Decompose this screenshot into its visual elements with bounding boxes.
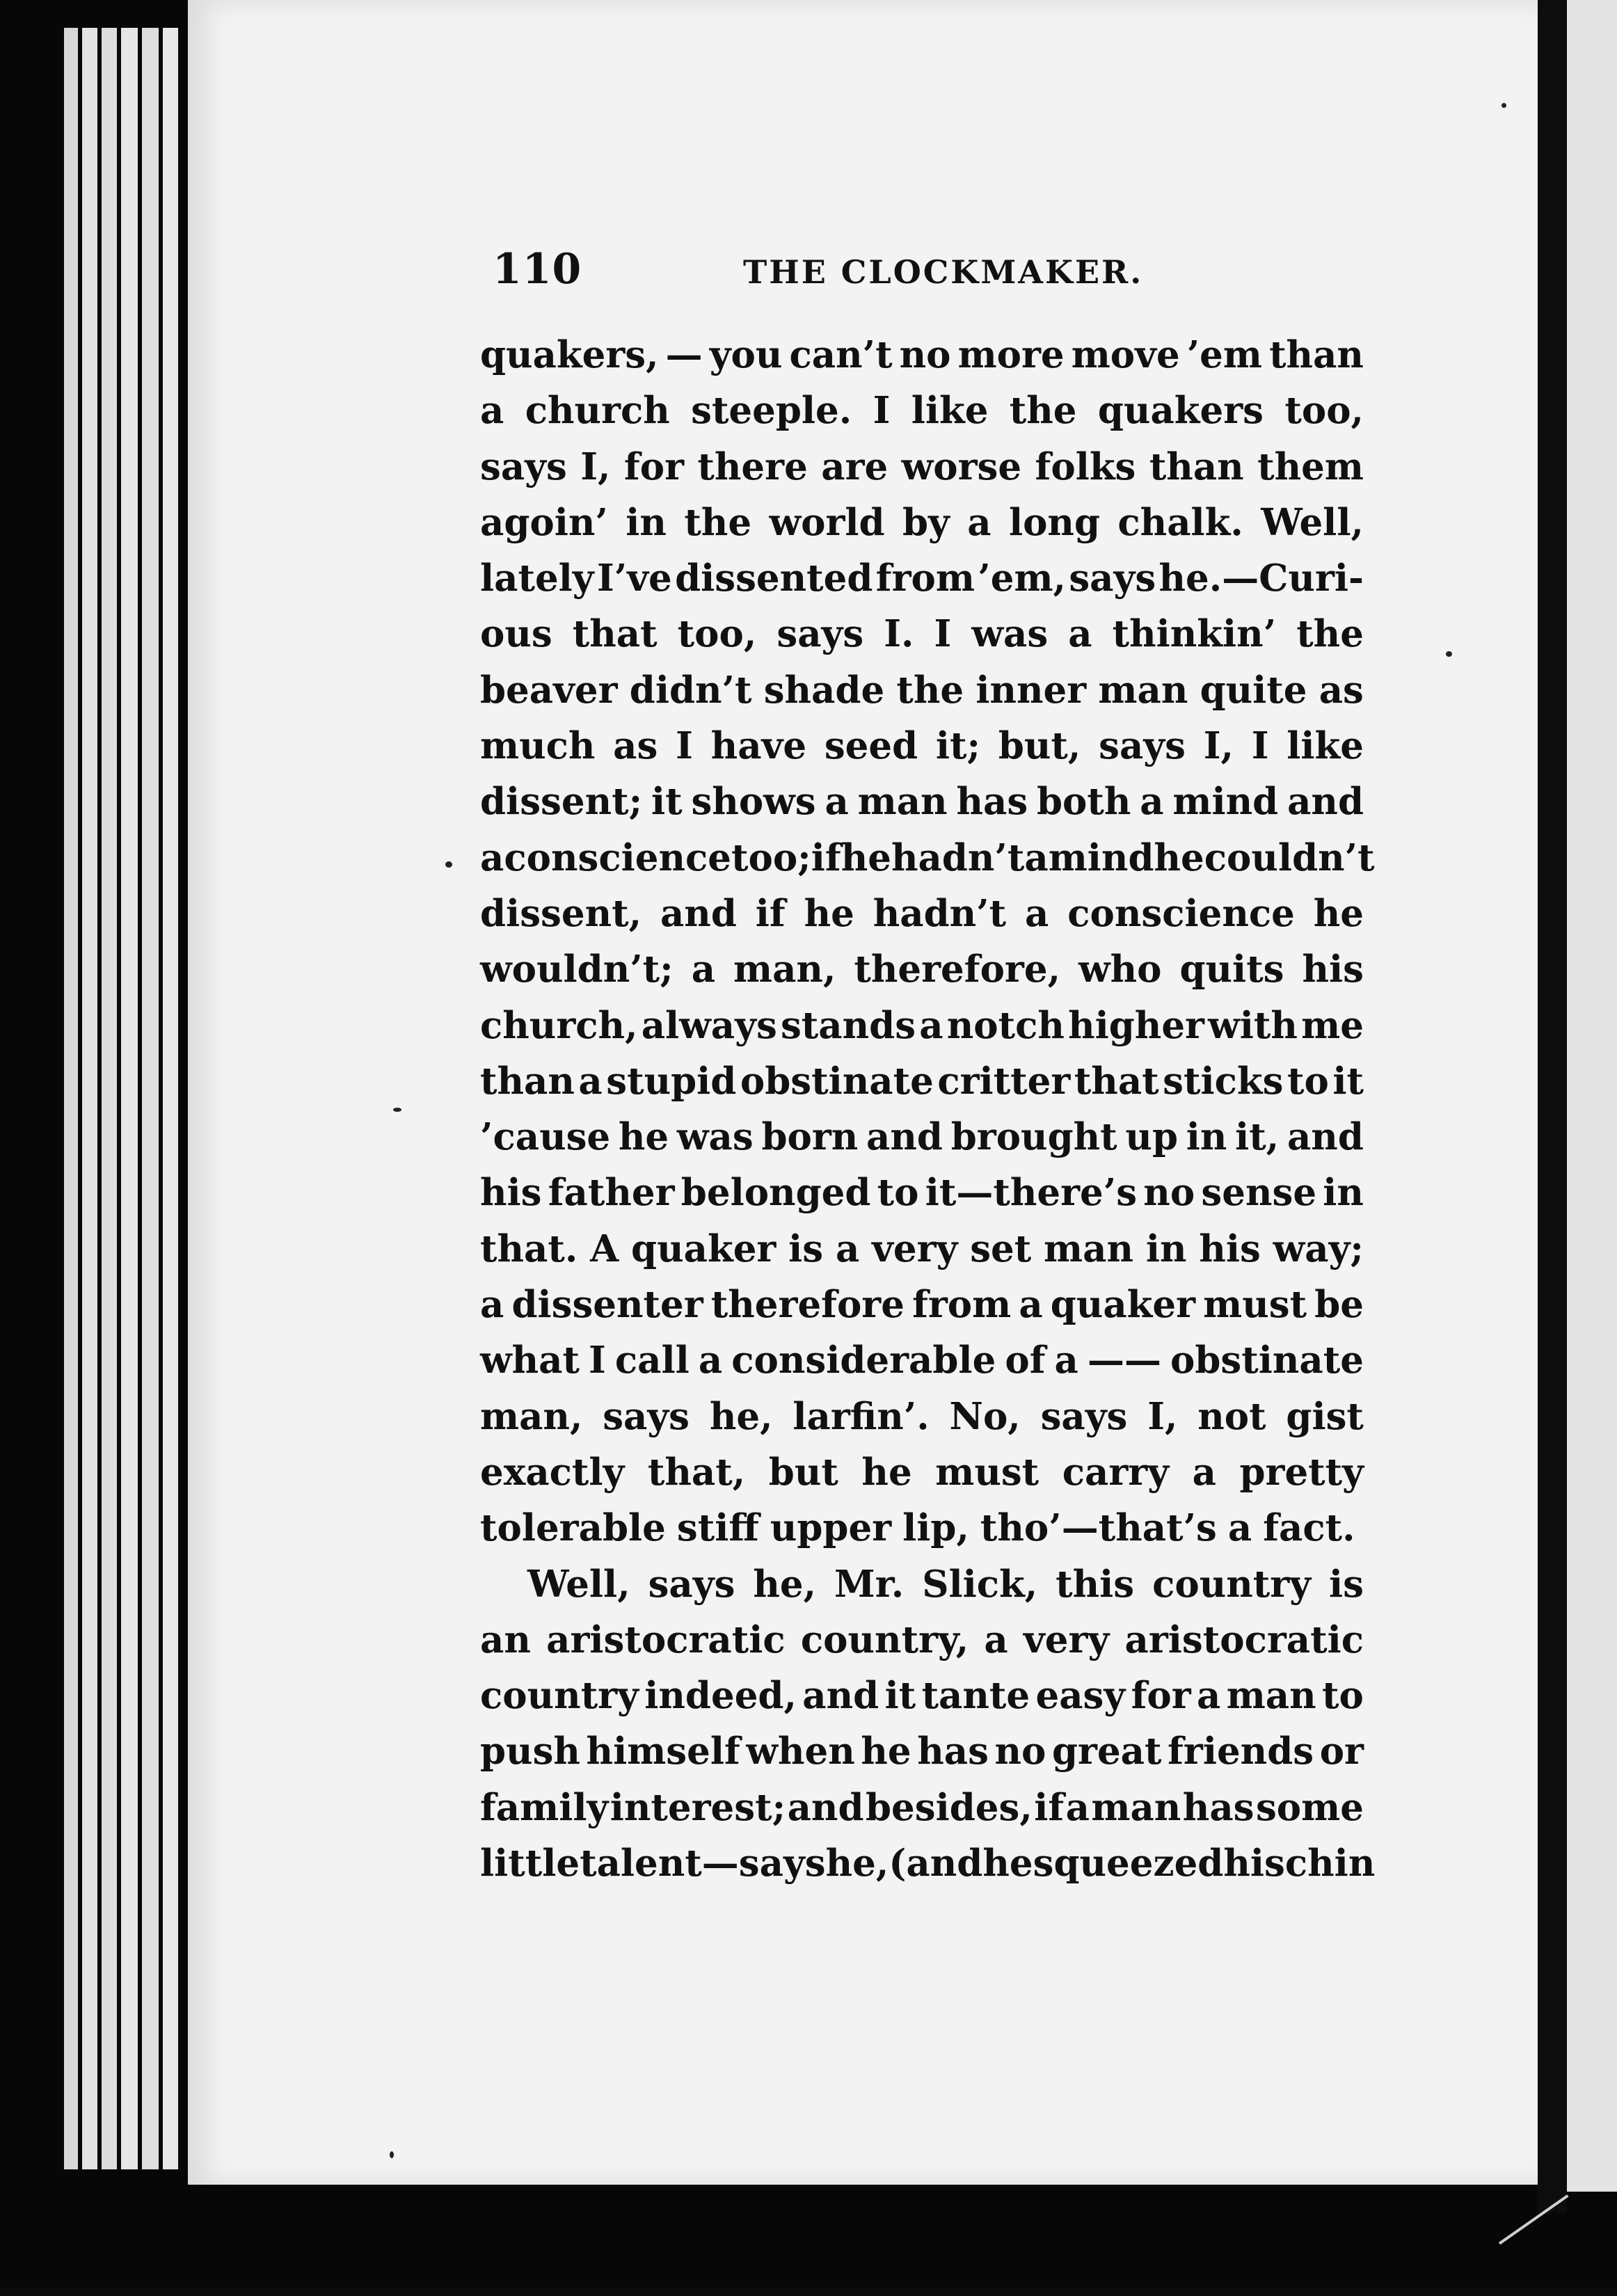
text-line: says I, for there are worse folks than them	[480, 445, 1364, 488]
text-line: lately I’ve dissented from ’em, says he.—Curi-	[480, 557, 1364, 600]
text-line: a dissenter therefore from a quaker must be	[480, 1283, 1364, 1327]
text-line: what I call a considerable of a —— obstinate	[480, 1339, 1364, 1382]
page-gutter-shadow	[1538, 0, 1567, 2213]
text-line: agoin’ in the world by a long chalk. Well,	[480, 500, 1364, 544]
text-line: dissent, and if he hadn’t a conscience he	[480, 891, 1364, 935]
text-line: much as I have seed it; but, says I, I like	[480, 724, 1364, 768]
text-line: tolerable stiff upper lip, tho’—that’s a fact.	[480, 1506, 1355, 1550]
text-line: country indeed, and it tante easy for a man to	[480, 1674, 1364, 1718]
text-line: that. A quaker is a very set man in his way;	[480, 1227, 1364, 1270]
text-line: push himself when he has no great friends or	[480, 1730, 1364, 1773]
page-edge	[82, 28, 97, 2169]
text-line: than a stupid obstinate critter that sticks to it	[480, 1059, 1364, 1103]
page-edge	[102, 28, 117, 2169]
page-edge	[142, 28, 159, 2169]
facing-page-edge	[1567, 0, 1617, 2192]
text-line: quakers, — you can’t no more move ’em than	[480, 333, 1364, 376]
page-number: 110	[493, 245, 582, 294]
text-line: dissent; it shows a man has both a mind and	[480, 780, 1364, 824]
body-text	[480, 327, 1376, 1891]
scan-artifact	[1499, 2194, 1604, 2296]
text-line: church, always stands a notch higher with me	[480, 1003, 1364, 1047]
text-line: ’cause he was born and brought up in it, and	[480, 1115, 1364, 1159]
dust-speck	[393, 1108, 401, 1112]
page-header	[493, 245, 1369, 295]
running-head: THE CLOCKMAKER.	[743, 253, 1144, 291]
text-line: a church steeple. I like the quakers too,	[480, 389, 1364, 433]
dust-speck	[390, 2151, 394, 2158]
page-edge	[64, 28, 78, 2169]
text-line: little talent—says he, (and he squeezed his chin	[480, 1842, 1376, 1886]
text-line: exactly that, but he must carry a pretty	[480, 1450, 1364, 1494]
text-line: his father belonged to it—there’s no sense in	[480, 1171, 1364, 1215]
page-edge	[163, 28, 178, 2169]
text-line: family interest; and besides, if a man has some	[480, 1785, 1364, 1829]
text-line: an aristocratic country, a very aristocratic	[480, 1618, 1364, 1661]
page-edge	[121, 28, 138, 2169]
dust-speck	[1502, 103, 1506, 108]
dust-speck	[445, 861, 452, 868]
text-line: wouldn’t; a man, therefore, who quits his	[480, 948, 1364, 991]
text-line: Well, says he, Mr. Slick, this country is	[527, 1562, 1364, 1606]
text-line: beaver didn’t shade the inner man quite as	[480, 668, 1364, 712]
text-line: ous that too, says I. I was a thinkin’ the	[480, 612, 1364, 656]
text-line: a conscience too; if he hadn’t a mind he couldn’t	[480, 836, 1375, 879]
text-line: man, says he, larfin’. No, says I, not gist	[480, 1394, 1364, 1438]
dust-speck	[1446, 651, 1452, 657]
